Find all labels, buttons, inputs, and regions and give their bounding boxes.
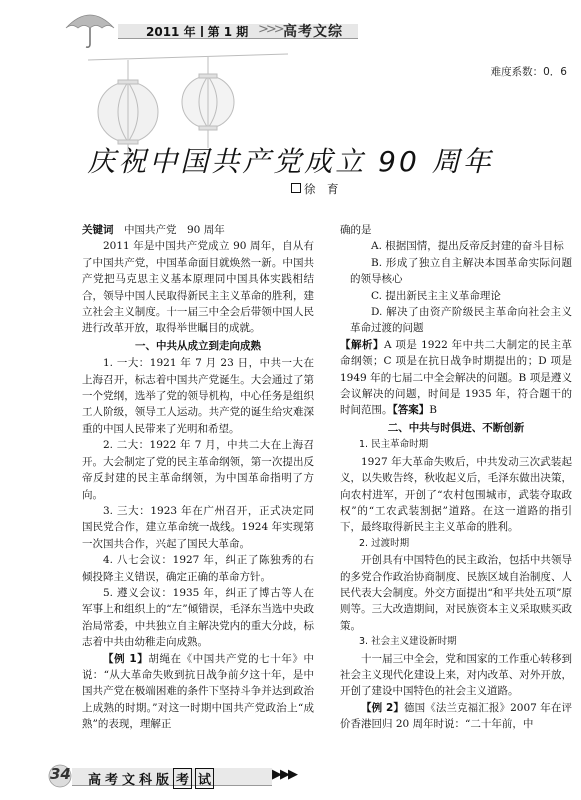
paragraph-first-congress: 1. 一大：1921 年 7 月 23 日，中共一大在上海召开，标志着中国共产党诞生。大会通过了第一个党纲，选举了党的领导机构，中心任务是组织工人阶级，领导工人运动。共产党的诞生给灾难深重的中国人民带来了光明和希望。 — [82, 357, 314, 435]
option-text: 根据国情，提出反帝反封建的奋斗目标 — [385, 240, 564, 253]
paragraph-zunyi: 5. 遵义会议：1935 年，纠正了博古等人在军事上和组织上的“左”倾错误，毛泽东当选中央政治局常委，中共独立自主解决党内的重大分歧，标志着中共由幼稚走向成熟。 — [82, 586, 314, 649]
option-text: 解决了由资产阶级民主革命向社会主义革命过渡的问题 — [350, 306, 572, 335]
option-letter: B. — [371, 256, 383, 269]
example-1 — [82, 651, 314, 733]
footer-arrows-icon: ▶▶▶ — [272, 767, 296, 782]
subheading-democratic-revolution: 1. 民主革命时期 — [359, 439, 429, 451]
footer-title — [88, 768, 217, 789]
keywords-label: 关键词 — [82, 224, 114, 236]
example-2-text: 德国《法兰克福汇报》2007 年在评价香港回归 20 周年时说：“二十年前，中 — [340, 701, 572, 731]
paragraph-third-congress: 3. 三大：1923 年在广州召开，正式决定同国民党合作，建立革命统一战线。1924 年实现第一次国共合作，兴起了国民大革命。 — [82, 504, 314, 550]
answer-label: 【答案】 — [392, 404, 430, 417]
example-2-label: 【例 2】 — [361, 701, 405, 714]
issue-label — [146, 23, 248, 40]
option-d — [340, 304, 572, 337]
paragraph-new-era: 十一届三中全会，党和国家的工作重心转移到社会主义现代化建设上来，对内改革、对外开放，开创了建设中国特色的社会主义道路。 — [340, 652, 572, 698]
column-left — [82, 222, 314, 733]
paragraph-democratic-revolution: 1927 年大革命失败后，中共发动三次武装起义，以失败告终，秋收起义后，毛泽东做出决策，向农村进军，开创了“农村包围城市，武装夺取政权”的“工农武装割据”道路。在这一道路的指引下，最终取得新民主主义革命的胜利。 — [340, 455, 572, 534]
example-1-text: 胡绳在《中国共产党的七十年》中说：“从大革命失败到抗日战争前夕这十年，是中国共产党在极端困难的条件下坚持斗争并达到政治上成熟的时期。”对这一时期中国共产党政治上“成熟”的表现，理解正 — [82, 652, 315, 731]
footer-boxed-char: 试 — [195, 768, 214, 789]
difficulty-label: 难度系数：0．6 — [490, 66, 567, 78]
subheading-transition: 2. 过渡时期 — [359, 537, 410, 549]
option-text: 提出新民主主义革命理论 — [385, 289, 501, 302]
example-1-label: 【例 1】 — [103, 652, 149, 665]
paragraph-second-congress: 2. 二大：1922 年 7 月，中共二大在上海召开。大会制定了党的民主革命纲领，第一次提出反帝反封建的民主革命纲领，为中国革命指明了方向。 — [82, 439, 314, 501]
example-1-continued: 确的是 — [340, 224, 372, 236]
header-arrows: >>> — [258, 22, 282, 37]
option-letter: A. — [371, 240, 382, 253]
option-letter: C. — [371, 289, 382, 302]
author-name: 徐 育 — [304, 182, 339, 196]
analysis-label: 【解析】 — [340, 338, 384, 351]
keywords: 中国共产党 90 周年 — [124, 224, 225, 236]
umbrella-logo-icon — [62, 6, 118, 50]
answer-value: B — [429, 404, 437, 417]
analysis-text: A 项是 1922 年中共二大制定的民主革命纲领；C 项是在抗日战争时期提出的；D 项是 1949 年的七届二中全会解决的问题。B 项是遵义会议解决的问题，时间是 1935 年，符合题干的时间范围。 — [340, 338, 572, 417]
example-2 — [340, 700, 572, 733]
separator — [201, 26, 203, 37]
year-label: 2011 年 — [146, 25, 196, 39]
option-letter: D. — [371, 306, 383, 319]
page-number: 34 — [50, 765, 71, 783]
column-right — [340, 222, 572, 733]
footer-title-text: 高考文科版 — [88, 773, 174, 788]
option-a — [340, 238, 572, 254]
subheading-new-era: 3. 社会主义建设新时期 — [359, 636, 457, 648]
section-heading-1: 一、中共从成立到走向成熟 — [135, 339, 261, 352]
option-text: 形成了独立自主解决本国革命实际问题的领导核心 — [350, 256, 573, 286]
analysis-paragraph — [340, 337, 572, 419]
option-c — [340, 288, 572, 304]
author-box-icon — [291, 183, 301, 193]
issue-number: 第 1 期 — [207, 25, 249, 39]
option-b — [340, 255, 572, 288]
magazine-name: 高考文综 — [283, 24, 343, 40]
paragraph-transition: 开创具有中国特色的民主政治，包括中共领导的多党合作政治协商制度、民族区域自治制度、人民代表大会制度。外交方面提出“和平共处五项”原则等。三大改造期间，对民族资本主义采取赎买政策。 — [340, 554, 572, 632]
author-byline — [291, 181, 339, 197]
intro-paragraph: 2011 年是中国共产党成立 90 周年，自从有了中国共产党，中国革命面目就焕然一新。中国共产党把马克思主义基本原理同中国具体实践相结合，领导中国人民取得新民主主义革命的胜利，建立社会主义制度。十一届三中全会后带领中国人民进行改革开放，取得举世瞩目的成就。 — [82, 240, 314, 335]
footer-boxed-char: 考 — [173, 768, 192, 789]
paragraph-august-seventh: 4. 八七会议：1927 年，纠正了陈独秀的右倾投降主义错误，确定正确的革命方针。 — [82, 554, 314, 583]
section-heading-2: 二、中共与时俱进、不断创新 — [387, 421, 525, 434]
article-title: 庆祝中国共产党成立 90 周年 — [87, 145, 494, 178]
keywords-line — [82, 222, 314, 238]
